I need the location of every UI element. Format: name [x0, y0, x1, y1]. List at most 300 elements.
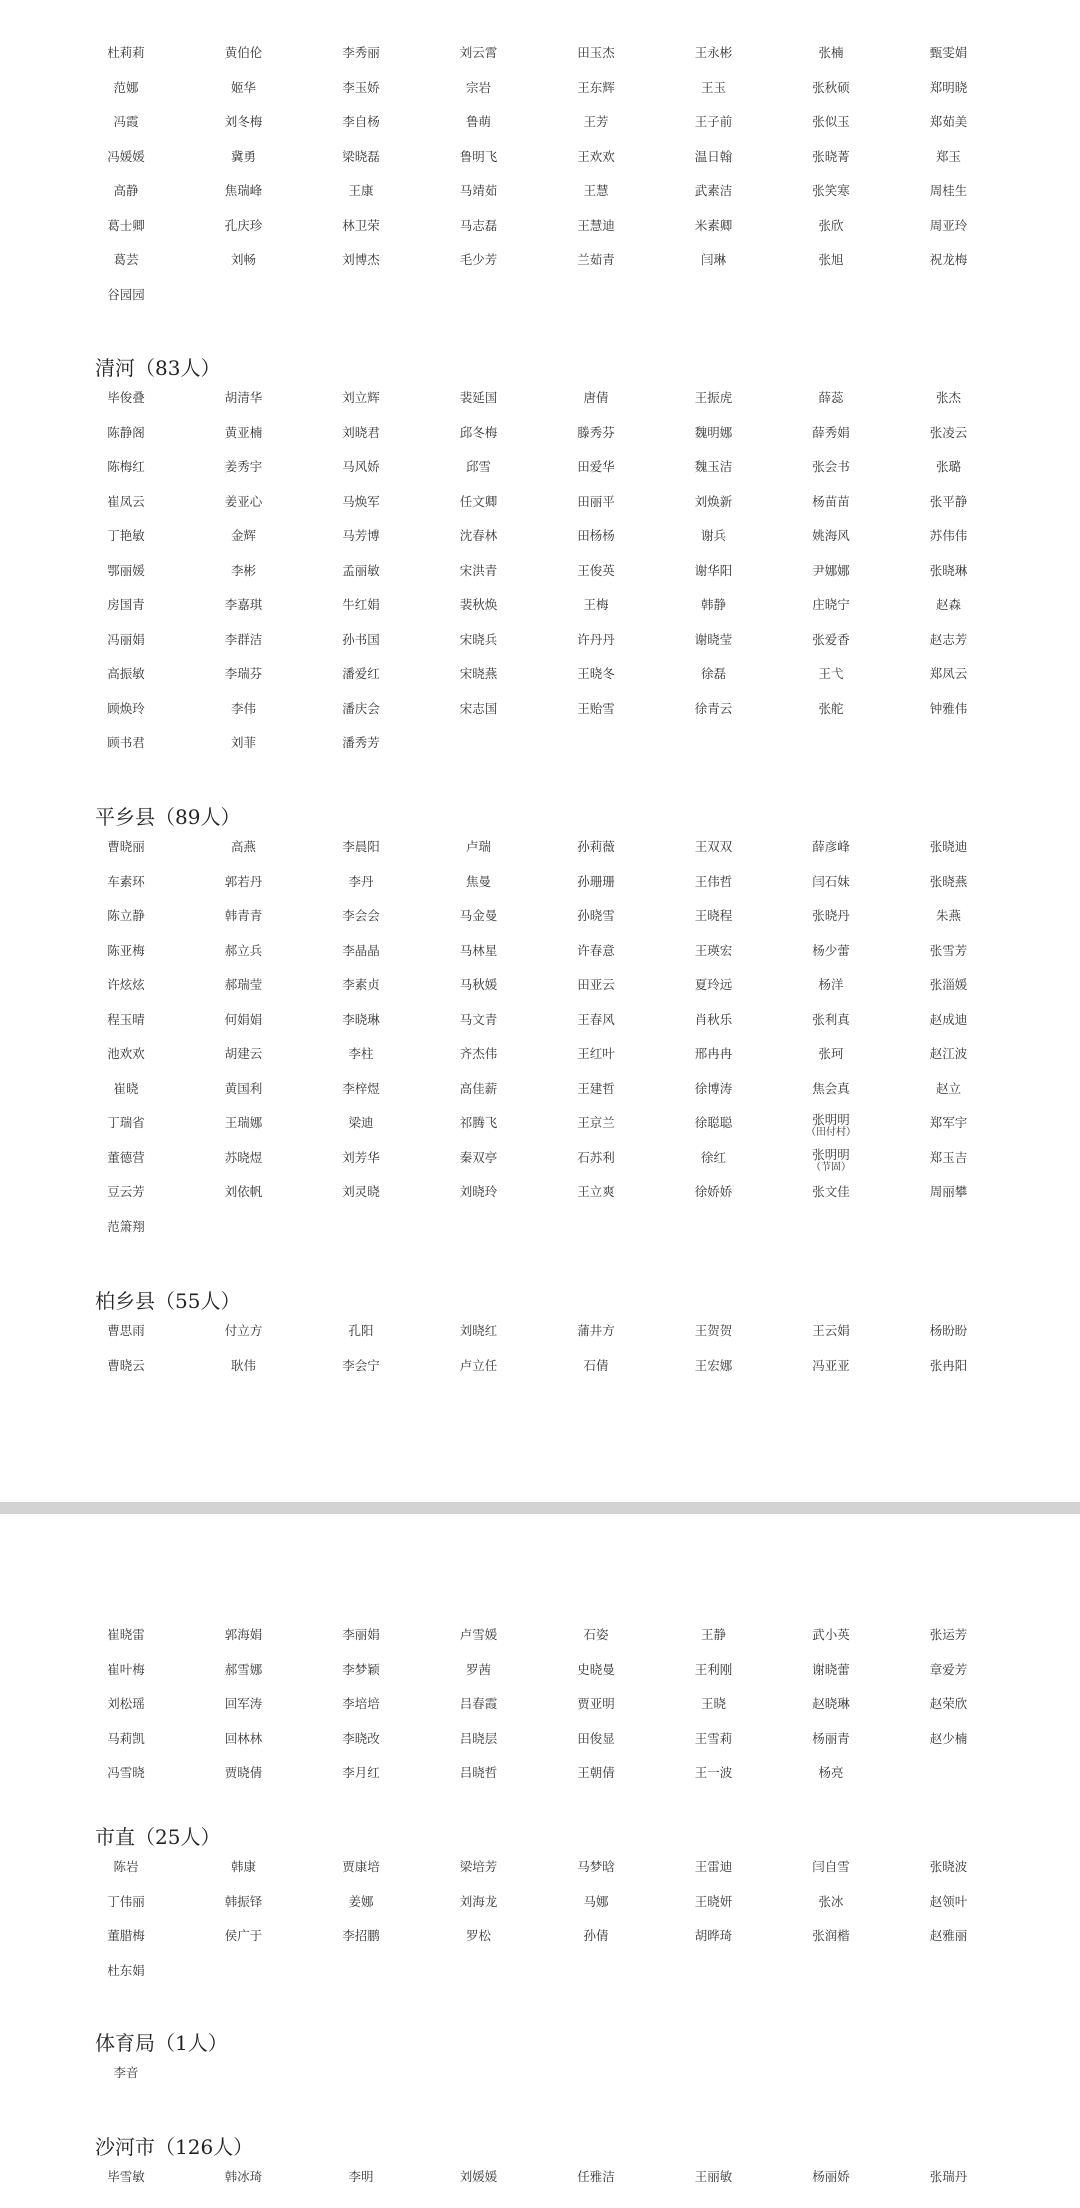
- person-name: 薛彦峰: [812, 839, 850, 854]
- person-name: 郭海娟: [224, 1627, 263, 1642]
- person-name: 马焕军: [342, 493, 380, 509]
- person-name: 刘畅: [230, 252, 256, 267]
- person-name: 田杨杨: [577, 528, 615, 543]
- person-name: 徐红: [700, 1149, 726, 1165]
- person-name: 刘焕新: [694, 493, 733, 509]
- person-name: 罗茜: [465, 1661, 491, 1677]
- person-name: 张晓迪: [929, 839, 968, 854]
- person-name: 宋晓燕: [459, 666, 498, 681]
- person-name: 潘秀芳: [342, 735, 380, 750]
- person-name: 武小英: [812, 1627, 850, 1642]
- section-heading: 市直（25人）: [95, 1825, 221, 1849]
- person-name: 李会宁: [342, 1357, 380, 1373]
- person-name: 王慧: [583, 183, 609, 198]
- person-name: 张笑寒: [812, 183, 850, 198]
- person-name: 钟雅伟: [929, 700, 968, 716]
- person-name: 黄亚楠: [224, 424, 263, 440]
- person-name: 郝雪娜: [224, 1661, 263, 1677]
- person-name: 徐聪聪: [694, 1115, 733, 1130]
- person-name: 高振敏: [107, 666, 145, 681]
- person-name: 何娟娟: [224, 1011, 263, 1027]
- person-name: 谷园园: [107, 286, 145, 302]
- person-name: 王康: [348, 183, 374, 198]
- person-name: 赵森: [935, 597, 961, 612]
- person-name: 刘晓玲: [459, 1184, 498, 1199]
- person-name: 丁伟丽: [107, 1893, 145, 1909]
- person-name: 韩青青: [224, 908, 263, 923]
- person-name: 许春意: [577, 942, 615, 958]
- person-name: 范箫翔: [107, 1218, 145, 1234]
- person-name: 周亚玲: [929, 217, 968, 233]
- person-name: 许丹丹: [577, 631, 615, 647]
- person-name: 王芳: [583, 114, 609, 129]
- person-name: 范娜: [113, 79, 139, 95]
- person-name: 邱冬梅: [459, 424, 498, 440]
- person-name: 李丽娟: [342, 1627, 380, 1642]
- person-name: 庄晓宁: [812, 597, 850, 612]
- person-name: 张璐: [935, 459, 961, 474]
- person-name: 刘海龙: [459, 1893, 498, 1909]
- person-name: 张楠: [818, 45, 844, 60]
- person-name: 豆云芳: [107, 1184, 145, 1199]
- person-name: 焦曼: [465, 873, 491, 889]
- person-name: 李伟: [230, 700, 256, 716]
- person-name: 张秋硕: [812, 79, 850, 95]
- person-name: 张舵: [818, 700, 844, 716]
- person-name: 冯霞: [113, 114, 139, 129]
- name-grid: [90, 1321, 1030, 1390]
- person-name: 赵志芳: [929, 631, 968, 647]
- person-name: 杨苗苗: [812, 493, 850, 509]
- person-name: 张旭: [818, 252, 844, 267]
- person-name: 赵立: [935, 1080, 961, 1096]
- person-name: 张运芳: [929, 1627, 968, 1642]
- person-name: 董德营: [107, 1149, 145, 1165]
- person-name: 贾晓倩: [224, 1765, 263, 1780]
- section-heading: 体育局（1人）: [95, 2031, 228, 2055]
- person-name: 吕晓层: [459, 1730, 498, 1746]
- name-grid: [90, 1857, 1030, 1995]
- person-name: 石倩: [583, 1357, 609, 1373]
- person-name: 赵江波: [929, 1046, 968, 1061]
- person-name: 李晶晶: [342, 942, 380, 958]
- person-name: 张润楷: [812, 1928, 850, 1943]
- person-name: 王云娟: [812, 1323, 850, 1338]
- person-name: 孙晓雪: [577, 908, 615, 923]
- person-name: 谢晓莹: [694, 631, 733, 647]
- person-name: 张冉阳: [929, 1357, 968, 1373]
- name-grid: [90, 2063, 1030, 2098]
- person-name: 王晓: [700, 1696, 726, 1711]
- person-name: 赵晓琳: [812, 1696, 850, 1711]
- person-name: 崔晓: [113, 1080, 139, 1096]
- person-name: 黄伯伦: [224, 45, 263, 60]
- section-heading: 柏乡县（55人）: [95, 1289, 241, 1313]
- person-name: 陈亚梅: [107, 942, 145, 958]
- person-name: 王瑞娜: [224, 1115, 263, 1130]
- person-name: 田亚云: [577, 977, 615, 992]
- person-name: 唐倩: [583, 390, 609, 405]
- person-name: 马芳博: [342, 528, 380, 543]
- person-name: 赵雅丽: [929, 1928, 968, 1943]
- person-name: 郝瑞莹: [224, 977, 263, 992]
- person-name: 杜东娟: [107, 1962, 145, 1978]
- person-name: 王俊英: [577, 562, 615, 578]
- person-name: 王雷迪: [694, 1859, 733, 1874]
- person-name: 丁瑞省: [107, 1115, 145, 1130]
- person-name: 王伟哲: [694, 873, 733, 889]
- person-name: 任文卿: [459, 493, 498, 509]
- person-name: 董腊梅: [107, 1928, 145, 1943]
- person-name: 顾焕玲: [107, 700, 145, 716]
- person-name: 冯亚亚: [812, 1357, 850, 1373]
- person-name: 杨丽娇: [812, 2169, 850, 2184]
- person-name: 苏晓煜: [224, 1149, 263, 1165]
- section-heading: 清河（83人）: [95, 356, 221, 380]
- person-name: 李丹: [348, 873, 374, 889]
- person-name: 宋晓兵: [459, 631, 498, 647]
- person-name: 李音: [113, 2065, 139, 2080]
- person-name: 李群洁: [224, 631, 263, 647]
- person-name: 马志磊: [459, 217, 498, 233]
- person-name: 马莉凯: [107, 1730, 145, 1746]
- person-name: 崔凤云: [107, 493, 145, 509]
- person-name: 李招鹏: [342, 1928, 380, 1943]
- person-name: 姜秀宇: [224, 459, 263, 474]
- person-name: 张会书: [812, 459, 850, 474]
- person-name: 梁迪: [348, 1115, 374, 1130]
- person-name: 张爱香: [812, 631, 850, 647]
- person-name: 王建哲: [577, 1080, 615, 1096]
- person-name: 王朝倩: [577, 1765, 615, 1780]
- person-name: 赵领叶: [929, 1893, 968, 1909]
- person-name: 刘媛媛: [459, 2169, 498, 2184]
- person-name: 石苏利: [577, 1149, 615, 1165]
- person-name: 梁晓磊: [342, 148, 380, 164]
- person-name: 卢立任: [459, 1357, 498, 1373]
- person-name: 裴秋焕: [459, 597, 498, 612]
- person-name: 郑军宇: [929, 1115, 968, 1130]
- person-name: 李晓琳: [342, 1011, 380, 1027]
- person-name: 鲁萌: [465, 114, 491, 129]
- person-name: 王永彬: [694, 45, 733, 60]
- person-name: 胡建云: [224, 1046, 263, 1061]
- person-name: 韩振铎: [224, 1893, 263, 1909]
- person-name: 王贺贺: [694, 1323, 733, 1338]
- person-name: 曹思雨: [107, 1323, 145, 1338]
- person-name: 孙珊珊: [577, 873, 615, 889]
- person-name: 马梦晗: [577, 1859, 615, 1874]
- person-name: 池欢欢: [107, 1046, 145, 1061]
- person-name: 张淄媛: [929, 977, 968, 992]
- person-name: 马风娇: [342, 459, 380, 474]
- person-name: 张平静: [929, 493, 968, 509]
- person-name: 张雪芳: [929, 942, 968, 958]
- name-grid: [90, 43, 1030, 319]
- person-name: 陈立静: [107, 908, 145, 923]
- person-name: 刘晓红: [459, 1323, 498, 1338]
- person-name: 谢晓蕾: [812, 1661, 850, 1677]
- person-name: 孟丽敏: [342, 562, 380, 578]
- person-name: 王梅: [583, 597, 609, 612]
- person-name: 高静: [113, 183, 139, 198]
- person-name: 闫自雪: [812, 1859, 850, 1874]
- person-name: 冀勇: [230, 148, 256, 164]
- person-name: 王欢欢: [577, 148, 615, 164]
- person-name: 张文佳: [812, 1184, 850, 1199]
- person-name: 金辉: [230, 528, 256, 543]
- person-name: 吕晓哲: [459, 1765, 498, 1780]
- person-name: 张冰: [818, 1893, 844, 1909]
- person-name: 秦双亭: [459, 1149, 498, 1165]
- name-grid: [90, 388, 1030, 768]
- person-name: 赵荣欣: [929, 1696, 968, 1711]
- person-name: 郑茹美: [929, 114, 968, 129]
- person-name: 刘菲: [230, 735, 256, 750]
- person-name: 张杰: [935, 390, 961, 405]
- section-heading: 沙河市（126人）: [95, 2135, 254, 2159]
- person-name: 马娜: [583, 1893, 609, 1909]
- person-name: 王慧迪: [577, 217, 615, 233]
- person-name: 马金曼: [459, 908, 498, 923]
- person-name: 杨少蕾: [812, 942, 850, 958]
- person-name: 牛红娟: [342, 597, 380, 612]
- person-name: 李嘉琪: [224, 597, 263, 612]
- person-name: 李梓煜: [342, 1080, 380, 1096]
- person-name: 刘晓君: [342, 424, 380, 440]
- person-name: 李晨阳: [342, 839, 380, 854]
- person-name: 姬华: [230, 79, 256, 95]
- person-name: 黄国利: [224, 1080, 263, 1096]
- person-name: 姜娜: [348, 1893, 374, 1909]
- person-name: 曹晓丽: [107, 839, 145, 854]
- person-name: 肖秋乐: [694, 1011, 733, 1027]
- person-name: 邢冉冉: [694, 1046, 733, 1061]
- person-name: 刘芳华: [342, 1149, 380, 1165]
- person-name: 王晓程: [694, 908, 733, 923]
- person-name: 刘云霄: [459, 45, 498, 60]
- person-name: 顾书君: [107, 735, 145, 750]
- person-name: 王玉: [700, 79, 726, 95]
- person-name: 姚海风: [812, 528, 850, 543]
- person-name: 王子前: [694, 114, 733, 129]
- name-grid: [90, 837, 1030, 1251]
- person-name: 马文青: [459, 1011, 498, 1027]
- person-name: 梁培芳: [459, 1859, 498, 1874]
- person-name: 张明明 （节固）: [795, 1148, 867, 1183]
- person-name: 魏明娜: [694, 424, 733, 440]
- person-name: 王静: [700, 1627, 726, 1642]
- person-name: 胡晔琦: [694, 1928, 733, 1943]
- person-name: 回林林: [224, 1730, 263, 1746]
- person-name: 田玉杰: [577, 45, 615, 60]
- person-name: 焦瑞峰: [224, 183, 263, 198]
- person-name: 徐娇娇: [694, 1184, 733, 1199]
- person-name: 李素贞: [342, 977, 380, 992]
- person-name: 米素卿: [694, 217, 733, 233]
- person-name: 谢兵: [700, 528, 726, 543]
- person-name: 李月红: [342, 1765, 380, 1780]
- person-name: 沈春林: [459, 528, 498, 543]
- person-name: 王丽敏: [694, 2169, 733, 2184]
- person-name: 孙书国: [342, 631, 380, 647]
- person-name: 滕秀芬: [577, 424, 615, 440]
- person-name: 贾亚明: [577, 1696, 615, 1711]
- person-name: 孔阳: [348, 1323, 374, 1338]
- person-name: 毕雪敏: [107, 2169, 145, 2184]
- person-name: 王东辉: [577, 79, 615, 95]
- person-name: 裴延国: [459, 390, 498, 405]
- person-name: 曹晓云: [107, 1357, 145, 1373]
- person-name: 鄂丽媛: [107, 562, 145, 578]
- person-name: 程玉晴: [107, 1011, 145, 1027]
- person-name: 张晓波: [929, 1859, 968, 1874]
- person-name: 刘立辉: [342, 390, 380, 405]
- name-grid: [90, 2167, 1030, 2202]
- person-name: 田爱华: [577, 459, 615, 474]
- person-name: 王弋: [818, 666, 844, 681]
- person-name: 许炫炫: [107, 977, 145, 992]
- section-heading: 平乡县（89人）: [95, 805, 241, 829]
- person-name: 章爱芳: [929, 1661, 968, 1677]
- person-name: 李秀丽: [342, 45, 380, 60]
- person-name: 苏伟伟: [929, 528, 968, 543]
- person-name: 张利真: [812, 1011, 850, 1027]
- person-name: 张欣: [818, 217, 844, 233]
- person-name: 李会会: [342, 908, 380, 923]
- person-name: 吕春霞: [459, 1696, 498, 1711]
- person-name: 张似玉: [812, 114, 850, 129]
- person-name: 刘博杰: [342, 252, 380, 267]
- person-name: 潘爱红: [342, 666, 380, 681]
- person-name: 王晓冬: [577, 666, 615, 681]
- person-name: 鲁明飞: [459, 148, 498, 164]
- person-name: 李明: [348, 2169, 374, 2184]
- person-name: 胡清华: [224, 390, 263, 405]
- person-name: 夏玲远: [694, 977, 733, 992]
- person-name: 宋志国: [459, 700, 498, 716]
- person-name: 张晓琳: [929, 562, 968, 578]
- person-name: 王京兰: [577, 1115, 615, 1130]
- name-note: （节固）: [811, 1161, 851, 1173]
- person-name: 崔晓雷: [107, 1627, 145, 1642]
- person-name: 郑玉吉: [929, 1149, 968, 1165]
- person-name: 郭若丹: [224, 873, 263, 889]
- person-name: 车素环: [107, 873, 145, 889]
- person-name: 张晓菁: [812, 148, 850, 164]
- person-name: 田丽平: [577, 493, 615, 509]
- person-name: 李玉娇: [342, 79, 380, 95]
- person-name: 李柱: [348, 1046, 374, 1061]
- person-name: 王双双: [694, 839, 733, 854]
- name-note: （田付村）: [806, 1127, 856, 1138]
- person-name: 蒲井方: [577, 1323, 615, 1338]
- person-name: 杜莉莉: [107, 45, 145, 60]
- person-name: 宋洪青: [459, 562, 498, 578]
- person-name: 王雪莉: [694, 1730, 733, 1746]
- person-name: 王贻雪: [577, 700, 615, 716]
- person-name: 李彬: [230, 562, 256, 578]
- person-name: 葛芸: [113, 252, 139, 267]
- person-name: 刘依帆: [224, 1184, 263, 1199]
- person-name: 兰茹青: [577, 252, 615, 267]
- person-name: 刘灵晓: [342, 1184, 380, 1199]
- person-name: 陈岩: [113, 1859, 139, 1874]
- person-name: 张晓燕: [929, 873, 968, 889]
- person-name: 郑玉: [935, 148, 961, 164]
- person-name: 马林星: [459, 942, 498, 958]
- person-name: 李瑞芬: [224, 666, 263, 681]
- person-name: 马秋媛: [459, 977, 498, 992]
- person-name: 张珂: [818, 1046, 844, 1061]
- person-name: 冯丽娟: [107, 631, 145, 647]
- person-name: 张瑞丹: [929, 2169, 968, 2184]
- person-name: 贾康培: [342, 1859, 380, 1874]
- person-name: 杨洋: [818, 977, 844, 992]
- person-name: 孙莉薇: [577, 839, 615, 854]
- person-name: 石姿: [583, 1627, 609, 1642]
- person-name: 郑明晓: [929, 79, 968, 95]
- person-name: 王晓妍: [694, 1893, 733, 1909]
- name-grid: [90, 1625, 1030, 1798]
- person-name: 李晓改: [342, 1730, 380, 1746]
- person-name: 赵成迪: [929, 1011, 968, 1027]
- person-name: 尹娜娜: [812, 562, 850, 578]
- person-name: 韩康: [230, 1859, 256, 1874]
- person-name: 陈梅红: [107, 459, 145, 474]
- person-name: 高佳薪: [459, 1080, 498, 1096]
- person-name: 卢雪媛: [459, 1627, 498, 1642]
- document-page-bottom: [0, 1514, 1080, 2208]
- person-name: 薛秀娟: [812, 424, 850, 440]
- person-name: 谢华阳: [694, 562, 733, 578]
- person-name: 房国青: [107, 597, 145, 612]
- person-name: 赵少楠: [929, 1730, 968, 1746]
- person-name: 刘松瑶: [107, 1696, 145, 1711]
- person-name: 林卫荣: [342, 217, 380, 233]
- person-name: 闫琳: [700, 252, 726, 267]
- person-name: 韩冰琦: [224, 2169, 263, 2184]
- person-name: 张明明 （田付村）: [795, 1113, 867, 1148]
- person-name: 侯广于: [224, 1928, 263, 1943]
- person-name: 罗松: [465, 1928, 491, 1943]
- person-name: 温日翰: [694, 148, 733, 164]
- person-name: 焦会真: [812, 1080, 850, 1096]
- person-name: 葛士卿: [107, 217, 145, 233]
- person-name: 姜亚心: [224, 493, 263, 509]
- person-name: 甄雯娟: [929, 45, 968, 60]
- person-name: 王利刚: [694, 1661, 733, 1677]
- person-name: 潘庆会: [342, 700, 380, 716]
- person-name: 王立爽: [577, 1184, 615, 1199]
- person-name: 武素洁: [694, 183, 733, 198]
- person-name: 丁艳敏: [107, 528, 145, 543]
- person-name: 闫石妹: [812, 873, 850, 889]
- person-name: 朱燕: [935, 908, 961, 923]
- person-name: 宗岩: [465, 79, 491, 95]
- person-name: 任雅洁: [577, 2169, 615, 2184]
- person-name: 杨亮: [818, 1765, 844, 1780]
- person-name: 王春风: [577, 1011, 615, 1027]
- person-name: 李梦颖: [342, 1661, 380, 1677]
- person-name: 徐磊: [700, 666, 726, 681]
- person-name: 王一波: [694, 1765, 733, 1780]
- person-name: 齐杰伟: [459, 1046, 498, 1061]
- person-name: 周丽攀: [929, 1184, 968, 1199]
- person-name: 祝龙梅: [929, 252, 968, 267]
- person-name: 毕俊叠: [107, 390, 145, 405]
- person-name: 郝立兵: [224, 942, 263, 958]
